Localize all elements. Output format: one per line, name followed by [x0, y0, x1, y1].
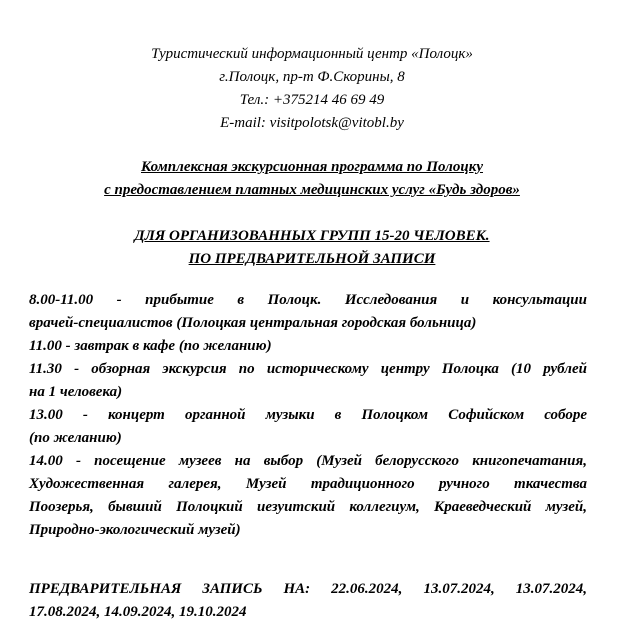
schedule-item-line: Поозерья, бывший Полоцкий иезуитский коллегиум, Краеведческий музей, — [29, 499, 587, 515]
phone: Тел.: +375214 46 69 49 — [239, 92, 385, 108]
program-title-line-1: Комплексная экскурсионная программа по Полоцку — [141, 159, 483, 175]
schedule-item-line: (по желанию) — [29, 430, 122, 446]
center-name: Туристический информационный центр «Полоцк» — [151, 46, 473, 62]
schedule-item-line: Природно-экологический музей) — [29, 522, 241, 538]
schedule-item-line: 11.30 - обзорная экскурсия по историческому центру Полоцка (10 рублей — [29, 361, 587, 377]
schedule-item — [29, 450, 587, 542]
schedule-item — [29, 404, 587, 450]
address: г.Полоцк, пр-т Ф.Скорины, 8 — [219, 69, 405, 85]
contact-block — [0, 43, 624, 135]
booking-line-1: ПРЕДВАРИТЕЛЬНАЯ ЗАПИСЬ НА: 22.06.2024, 13.07.2024, 13.07.2024, — [29, 581, 587, 597]
groups-heading — [0, 225, 624, 271]
schedule-item-line: 13.00 - концерт органной музыки в Полоцком Софийском соборе — [29, 407, 587, 423]
schedule-item-line: 11.00 - завтрак в кафе (по желанию) — [29, 338, 272, 354]
groups-heading-line-1: ДЛЯ ОРГАНИЗОВАННЫХ ГРУПП 15-20 ЧЕЛОВЕК. — [134, 228, 490, 244]
schedule-item — [29, 358, 587, 404]
schedule-item-line: на 1 человека) — [29, 384, 123, 400]
schedule-item-line: врачей-специалистов (Полоцкая центральная городская больница) — [29, 315, 477, 331]
booking-dates — [29, 578, 587, 624]
schedule — [29, 289, 587, 542]
schedule-item — [29, 289, 587, 335]
schedule-item — [29, 335, 587, 358]
schedule-item-line: 14.00 - посещение музеев на выбор (Музей белорусского книгопечатания, — [29, 453, 587, 469]
email: E-mail: visitpolotsk@vitobl.by — [220, 115, 404, 131]
program-title-line-2: с предоставлением платных медицинских услуг «Будь здоров» — [104, 182, 520, 198]
program-title — [0, 156, 624, 202]
groups-heading-line-2: ПО ПРЕДВАРИТЕЛЬНОЙ ЗАПИСИ — [188, 251, 436, 267]
booking-line-2: 17.08.2024, 14.09.2024, 19.10.2024 — [29, 604, 247, 620]
schedule-item-line: 8.00-11.00 - прибытие в Полоцк. Исследования и консультации — [29, 292, 587, 308]
schedule-item-line: Художественная галерея, Музей традиционного ручного ткачества — [29, 476, 587, 492]
